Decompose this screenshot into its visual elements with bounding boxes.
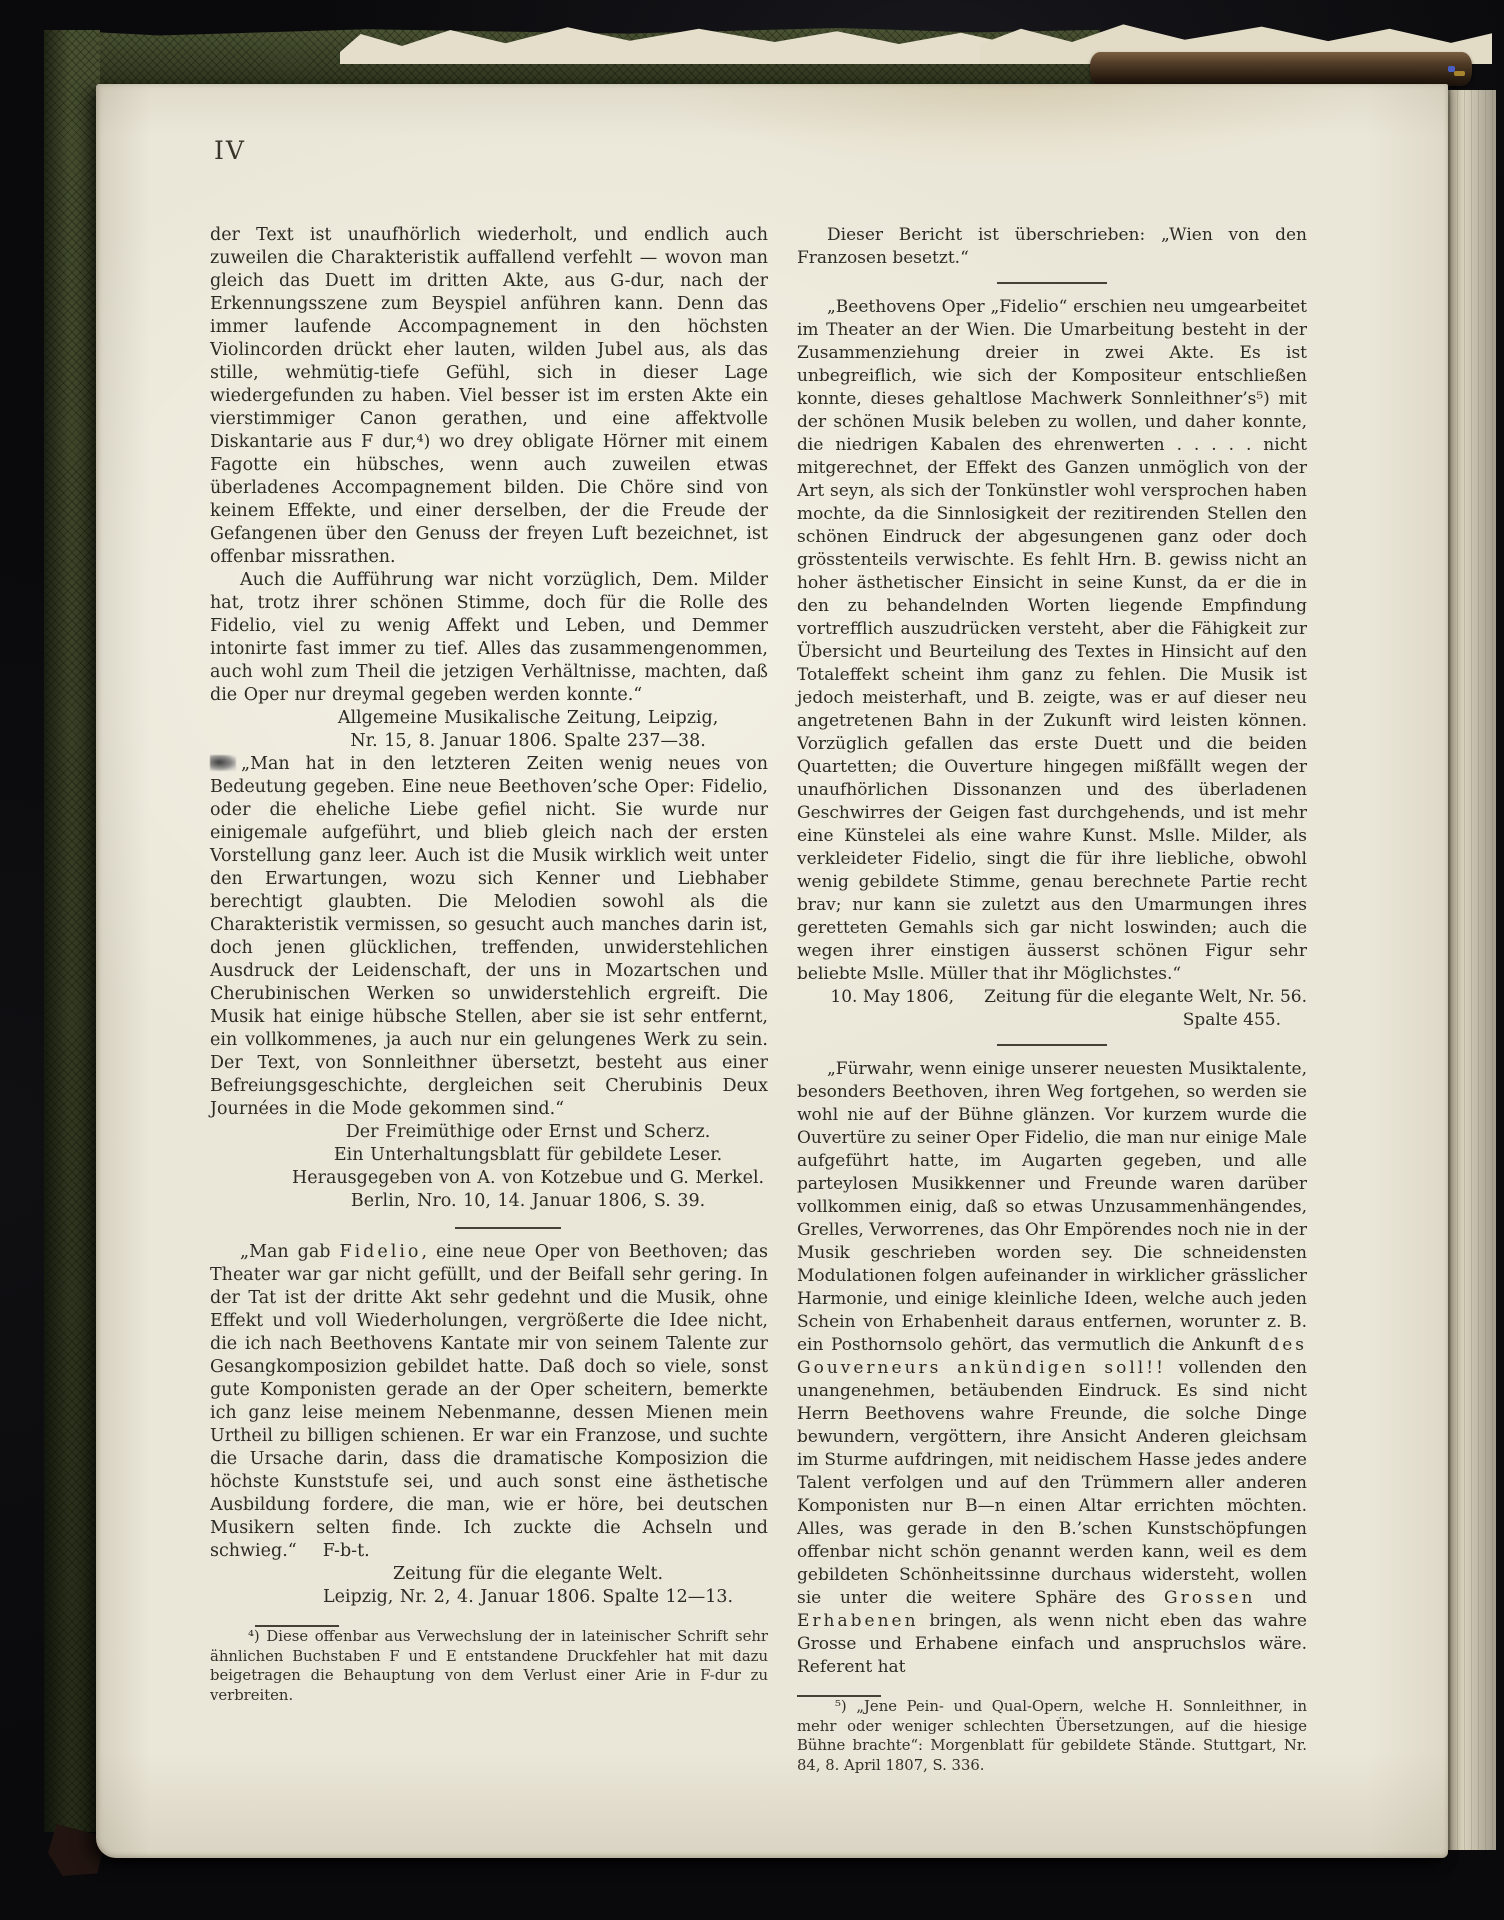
paragraph-text: „Beethovens Oper „Fidelio“ erschien neu umgearbeitet im Theater an der Wien. Die Umarbeitung besteht in der Zusammenziehung dreier in zwei Akte. Es ist unbegreiflich, wie sich der Kompositeur entschließen konnte, dieses gehaltlose Machwerk Sonnleithner’s⁵) mit der schönen Musik beleben zu wollen, und daher konnte, die niedrigen Kabalen des ehrenwerten . . . . . nicht mitgerechnet, der Effekt des Ganzen unmöglich von der Art seyn, als sich der Tonkünstler wohl versprochen haben mochte, da die Sinnlosigkeit der rezitirenden Stellen den schönen Eindruck der abgesungenen ganz oder doch grösstenteils verwischte. Es fehlt Hrn. B. gewiss nicht an hoher ästhetischer Einsicht in seine Kunst, da er die in den zu behandelnden Worten liegende Empfindung vortrefflich auszudrücken versteht, aber die Fähigkeit zur Übersicht und Beurteilung des Textes in Hinsicht auf den Totaleffekt scheint ihm ganz zu fehlen. Die Musik ist jedoch meisterhaft, und B. zeigte, was er auf dieser neu angetretenen Bahn in der Zukunft wird leisten können. Vorzüglich gefallen das erste Duett und die beiden Quartetten; die Ouverture hingegen mißfällt wegen der unaufhörlichen Dissonanzen und des überladenen Geschwirres der Geigen fast durchgehends, und ist mehr eine Künstelei als eine wahre Kunst. Mslle. Milder, als verkleideter Fidelio, singt die für ihre liebliche, obwohl wenig gebildete Stimme, genau berechnete Partie recht brav; nur kann sie zuletzt aus den Umarmungen ihres geretteten Gemahls sich gar nicht loswinden; auch die wegen ihrer einstigen äusserst schönen Figur sehr beliebte Mslle. Müller that ihr Möglichstes.“ [797,297,1307,984]
letterspaced-word: Fidelio [339,1242,422,1262]
binding-rod-edge [1090,52,1472,86]
letterspaced-phrase: des Gouverneurs ankündigen soll!! [797,1335,1307,1378]
paragraph: der Text ist unaufhörlich wiederholt, und endlich auch zuweilen die Charakteristik auffallend verfehlt — wovon man gleich das Duett im dritten Akte, aus G-dur, nach der Erkennungsszene zum Beyspiel anführen kann. Denn das immer laufende Accompagnement in den höchsten Violincorden drückt eher lauten, wilden Jubel aus, als das stille, wehmütig-tiefe Gefühl, sich in dieser Lage wiedergefunden zu haben. Viel besser ist im ersten Akte ein vierstimmiger Canon gerathen, und eine affektvolle Diskantarie aus F dur,⁴) wo drey obligate Hörner mit einem Fagotte ein hübsches, wenn auch zuweilen etwas überladenes Accompagnement bilden. Die Chöre sind von keinem Effekte, und einer derselben, der die Freude der Gefangenen über den Genuss der freyen Luft bezeichnet, ist offenbar missrathen. [210,225,768,567]
footnote: ⁵) „Jene Pein- und Qual-Opern, welche H. Sonnleithner, in mehr oder weniger schlechten Übersetzungen, auf die hiesige Bühne brachte“: Morgenblatt für gebildete Stände. Stuttgart, Nr. 84, 8. April 1807, S. 336. [797,1698,1307,1774]
citation-line: Herausgegeben von A. von Kotzebue und G. Merkel. [291,1168,765,1188]
page-number: IV [214,136,246,165]
left-column [210,224,768,1705]
paragraph-text: und [1255,1588,1307,1608]
citation-line: Ein Unterhaltungsblatt für gebildete Leser. [333,1145,723,1165]
paragraph [797,1058,1307,1679]
citation-line: Der Freimüthige oder Ernst und Scherz. [345,1122,711,1142]
paragraph-text: bringen, als wenn nicht eben das wahre Grosse und Erhabene einfach und anspruchslos wäre. Referent hat [797,1611,1307,1677]
paragraph-text: „Man gab [240,1242,340,1262]
letterspaced-word: Erhabenen [797,1611,919,1631]
section-rule [997,1044,1107,1046]
paragraph [210,1241,768,1563]
ink-stamp-mark [210,755,236,771]
citation-line: Berlin, Nro. 10, 14. Januar 1806, S. 39. [350,1191,706,1211]
citation-line: Leipzig, Nr. 2, 4. Januar 1806. Spalte 12—13. [323,1587,734,1607]
citation-line: 10. May 1806, Spalte 455. [830,987,1281,1030]
paragraph-text: vollenden den unangenehmen, betäubenden Eindruck. Es sind nicht Herrn Beethovens wahre Freunde, die solche Dinge bewundern, vergöttern, ihre Ansicht Anderen gleichsam im Sturme aufdringen, mit neidischem Hasse jedes andere Talent verfolgen und auf den Trümmern aller anderen Komponisten nur B—n einen Altar errichten möchten. Alles, was gerade in den B.’schen Kunstschöpfungen offenbar nicht schön genannt werden kann, weil es dem gebildeten Schönheitssinne durchaus widersteht, wollen sie unter die weitere Sphäre des [797,1358,1307,1608]
right-column [797,224,1307,1775]
paragraph [797,296,1307,1007]
citation-line: Nr. 15, 8. Januar 1806. Spalte 237—38. [350,731,706,751]
section-rule [997,282,1107,284]
paragraph: Auch die Aufführung war nicht vorzüglich, Dem. Milder hat, trotz ihrer schönen Stimme, doch für die Rolle des Fidelio, viel zu wenig Affekt und Leben, und Demmer intonirte fast immer zu tief. Alles das zusammengenommen, auch wohl zum Theil die jetzigen Verhältnisse, machten, daß die Oper nur dreymal gegeben werden konnte.“ [210,570,768,705]
paragraph: Dieser Bericht ist überschrieben: „Wien von den Franzosen besetzt.“ [797,225,1307,268]
citation-line: Zeitung für die elegante Welt, Nr. 56. [984,987,1307,1007]
footnote: ⁴) Diese offenbar aus Verwechslung der in lateinischer Schrift sehr ähnlichen Buchstaben F und E entstandene Druckfehler hat mit dazu beigetragen die Behauptung von dem Verlust einer Arie in F-dur zu verbreiten. [210,1628,768,1704]
section-rule [455,1227,561,1229]
gold-speck [1454,71,1465,76]
page-fore-edge [1448,90,1496,1850]
paragraph-text: „Man hat in den letzteren Zeiten wenig neues von Bedeutung gegeben. Eine neue Beethoven’sche Oper: Fidelio, oder die eheliche Liebe gefiel nicht. Sie wurde nur einigemale aufgeführt, und blieb gleich nach der ersten Vorstellung ganz leer. Auch ist die Musik wirklich weit unter den Erwartungen, wozu sich Kenner und Liebhaber berechtigt glaubten. Die Melodien sowohl als die Charakteristik vermissen, so gesucht auch manches darin ist, doch jenen glücklichen, treffenden, unwiderstehlichen Ausdruck der Leidenschaft, der uns in Mozartschen und Cherubinischen Werken so unwiderstehlich ergreift. Die Musik hat einige hübsche Stellen, aber sie ist sehr entfernt, ein vollkommenes, ja auch nur ein gelungenes Werk zu sein. Der Text, von Sonnleithner übersetzt, besteht aus einer Befreiungsgeschichte, dergleichen seit Cherubinis Deux Journées in die Mode gekommen sind.“ [210,754,768,1119]
torn-paper-edge [340,24,1030,64]
book-page [96,84,1448,1858]
book-cover-spine [44,30,100,1832]
letterspaced-word: Grossen [1164,1588,1256,1608]
citation-line: Allgemeine Musikalische Zeitung, Leipzig, [337,708,719,728]
citation-line: Zeitung für die elegante Welt. [392,1564,664,1584]
paragraph-text: „Fürwahr, wenn einige unserer neuesten Musiktalente, besonders Beethoven, ihren Weg fortgehen, so werden sie wohl nie auf der Bühne glänzen. Vor kurzem wurde die Ouvertüre zu seiner Oper Fidelio, die man nur einige Male aufgeführt hatte, im Augarten gegeben, und alle parteylosen Musikkenner und Freunde waren darüber vollkommen einig, daß so etwas Unzusammenhängendes, Grelles, Verworrenes, das Ohr Empörendes noch nie in der Musik geschrieben worden sey. Die schneidensten Modulationen folgen aufeinander in wirklicher grässlicher Harmonie, und einige kleinliche Ideen, welche auch jeden Schein von Erhabenheit daraus entfernen, worunter z. B. ein Posthornsolo gehört, das vermutlich die Ankunft [797,1059,1307,1355]
paragraph-text: , eine neue Oper von Beethoven; das Theater war gar nicht gefüllt, und der Beifall sehr gering. In der Tat ist der dritte Akt sehr gedehnt und die Musik, ohne Effekt und voll Wiederholungen, vergrößerte die Idee nicht, die ich nach Beethovens Kantate mir von seinem Talente zur Gesangkomposizion gebildet hatte. Daß doch so viele, sonst gute Komponisten gerade an der Oper scheitern, bemerkte ich ganz leise meinem Nebenmanne, dessen Mienen mein Urtheil zu billigen schienen. Er war ein Franzose, und suchte die Ursache darin, dass die dramatische Komposizion die höchste Kunststufe sei, und auch sonst eine ästhetische Ausbildung fordere, die man, wie er höre, bei deutschen Musikern selten finde. Ich zuckte die Achseln und schwieg.“ [210,1242,768,1561]
paragraph [210,753,768,1121]
reviewer-signature: F-b-t. [322,1541,370,1561]
